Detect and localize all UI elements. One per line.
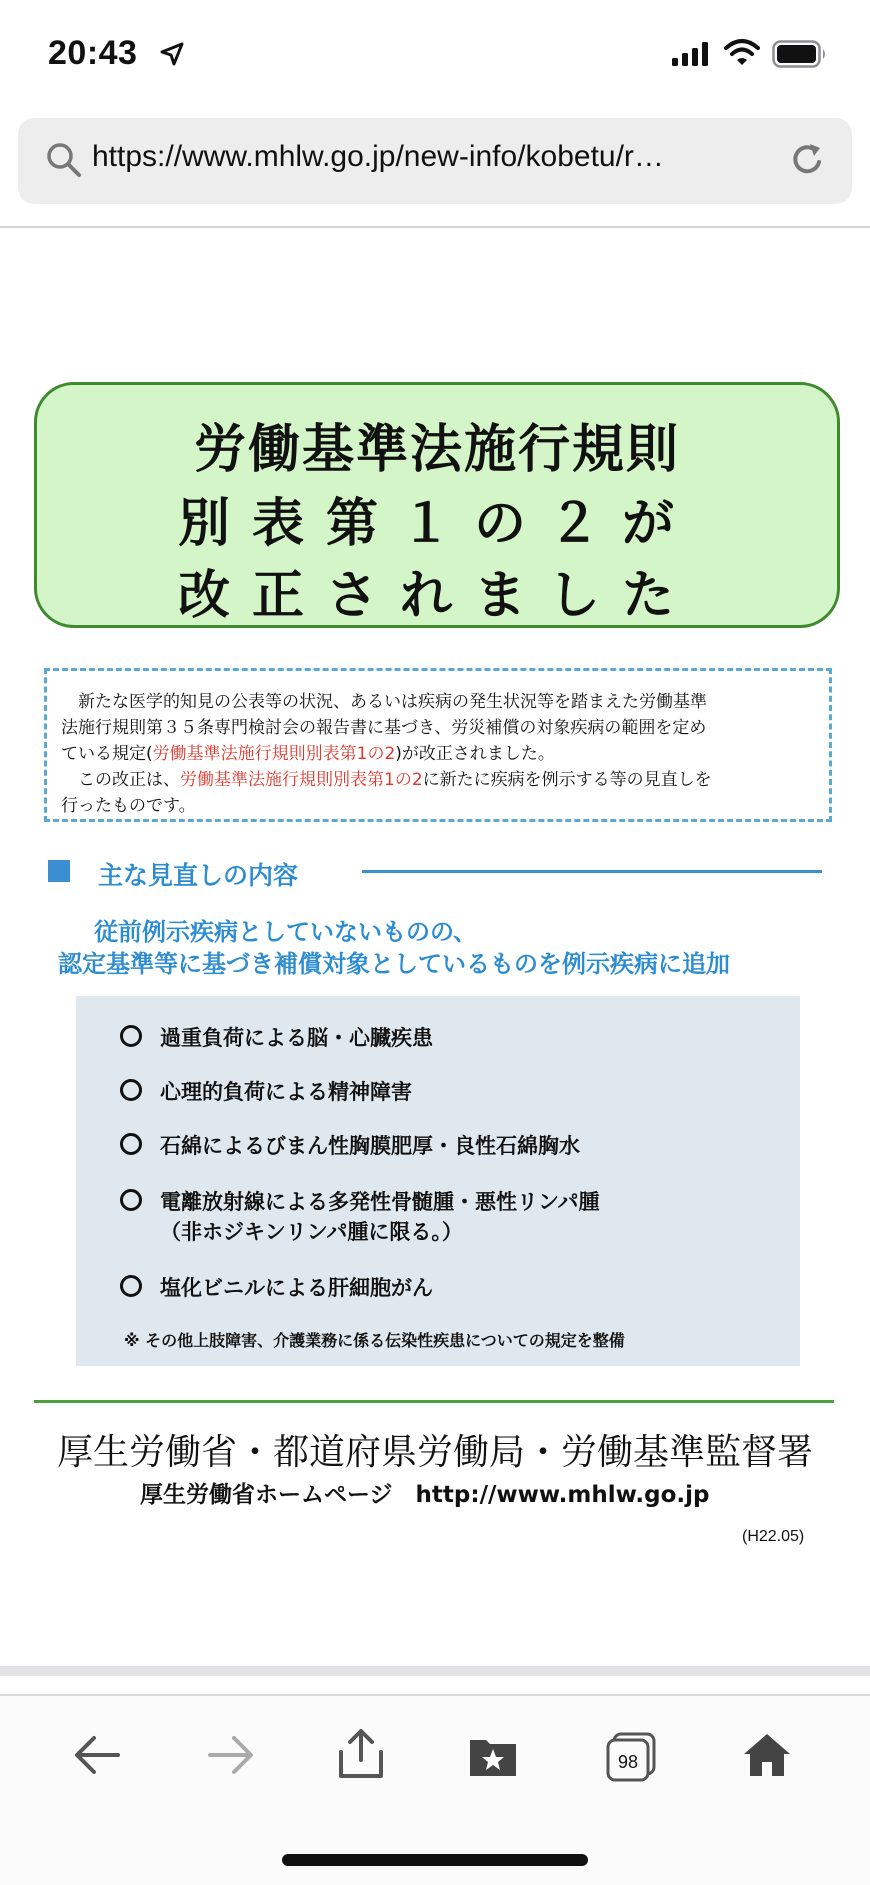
home-indicator[interactable] [282,1854,588,1866]
document-title-box [34,382,840,628]
document-title-line-2: 別表第１の２が [177,493,696,554]
tabs-count: 98 [617,1752,639,1772]
document-title-line-3: 改正されました [177,565,696,626]
notice-box [44,668,832,822]
circle-bullet-icon [120,1025,142,1047]
url-text[interactable]: https://www.mhlw.go.jp/new-info/kobetu/r… [92,140,664,173]
back-icon[interactable] [72,1732,122,1778]
circle-bullet-icon [120,1275,142,1297]
address-bar-divider [0,226,870,228]
notice-line: 法施行規則第３５条専門検討会の報告書に基づき、労災補償の対象疾病の範囲を定め [61,718,707,738]
circle-bullet-icon [120,1189,142,1211]
list-item-note: （非ホジキンリンパ腫に限る。） [160,1220,463,1244]
highlight-text: 労働基準法施行規則別表第1の2 [180,770,423,790]
list-item: 心理的負荷による精神障害 [120,1076,412,1106]
footer-code: (H22.05) [742,1528,805,1545]
reload-icon[interactable] [788,140,828,180]
document-title-line-1: 労働基準法施行規則 [193,419,680,480]
notice-line: この改正は、労働基準法施行規則別表第1の2に新たに疾病を例示する等の見直しを [61,770,712,790]
toolbar-separator [0,1666,870,1676]
footer-website: 厚生労働省ホームページ http://www.mhlw.go.jp [140,1482,710,1508]
list-item: 石綿によるびまん性胸膜肥厚・良性石綿胸水 [120,1130,580,1160]
circle-bullet-icon [120,1133,142,1155]
list-item: 過重負荷による脳・心臓疾患 [120,1022,433,1052]
notice-line: 行ったものです。 [61,796,196,816]
status-time: 20:43 [48,34,138,72]
disease-list-box [76,996,800,1366]
status-bar [0,0,870,110]
location-arrow-icon [160,42,184,66]
share-icon[interactable] [336,1728,386,1780]
footer-organization: 厚生労働省・都道府県労働局・労働基準監督署 [56,1432,813,1473]
list-item: 電離放射線による多発性骨髄腫・悪性リンパ腫 （非ホジキンリンパ腫に限る。） [120,1186,600,1246]
search-icon [44,140,84,180]
notice-line: 新たな医学的知見の公表等の状況、あるいは疾病の発生状況等を踏まえた労働基準 [61,692,707,712]
circle-bullet-icon [120,1079,142,1101]
footer-rule [34,1400,834,1403]
section-lead-line-2: 認定基準等に基づき補償対象としているものを例示疾病に追加 [58,950,730,978]
section-title: 主な見直しの内容 [98,861,299,890]
bookmarks-icon[interactable] [468,1732,518,1778]
highlight-text: 労働基準法施行規則別表第1の2 [152,744,396,764]
section-lead-line-1: 従前例示疾病としていないものの、 [94,918,478,946]
home-icon[interactable] [742,1732,792,1778]
battery-icon [772,40,828,68]
notice-line: ている規定(労働基準法施行規則別表第1の2)が改正されました。 [61,744,555,764]
list-item: 塩化ビニルによる肝細胞がん [120,1272,433,1302]
forward-icon[interactable] [206,1732,256,1778]
section-rule [362,870,822,873]
tabs-icon[interactable] [606,1732,656,1782]
section-marker-icon [48,860,70,882]
signal-icon [672,42,710,66]
address-bar[interactable] [18,118,852,204]
list-footnote: ※ その他上肢障害、介護業務に係る伝染性疾患についての規定を整備 [124,1331,625,1350]
wifi-icon [724,38,760,66]
